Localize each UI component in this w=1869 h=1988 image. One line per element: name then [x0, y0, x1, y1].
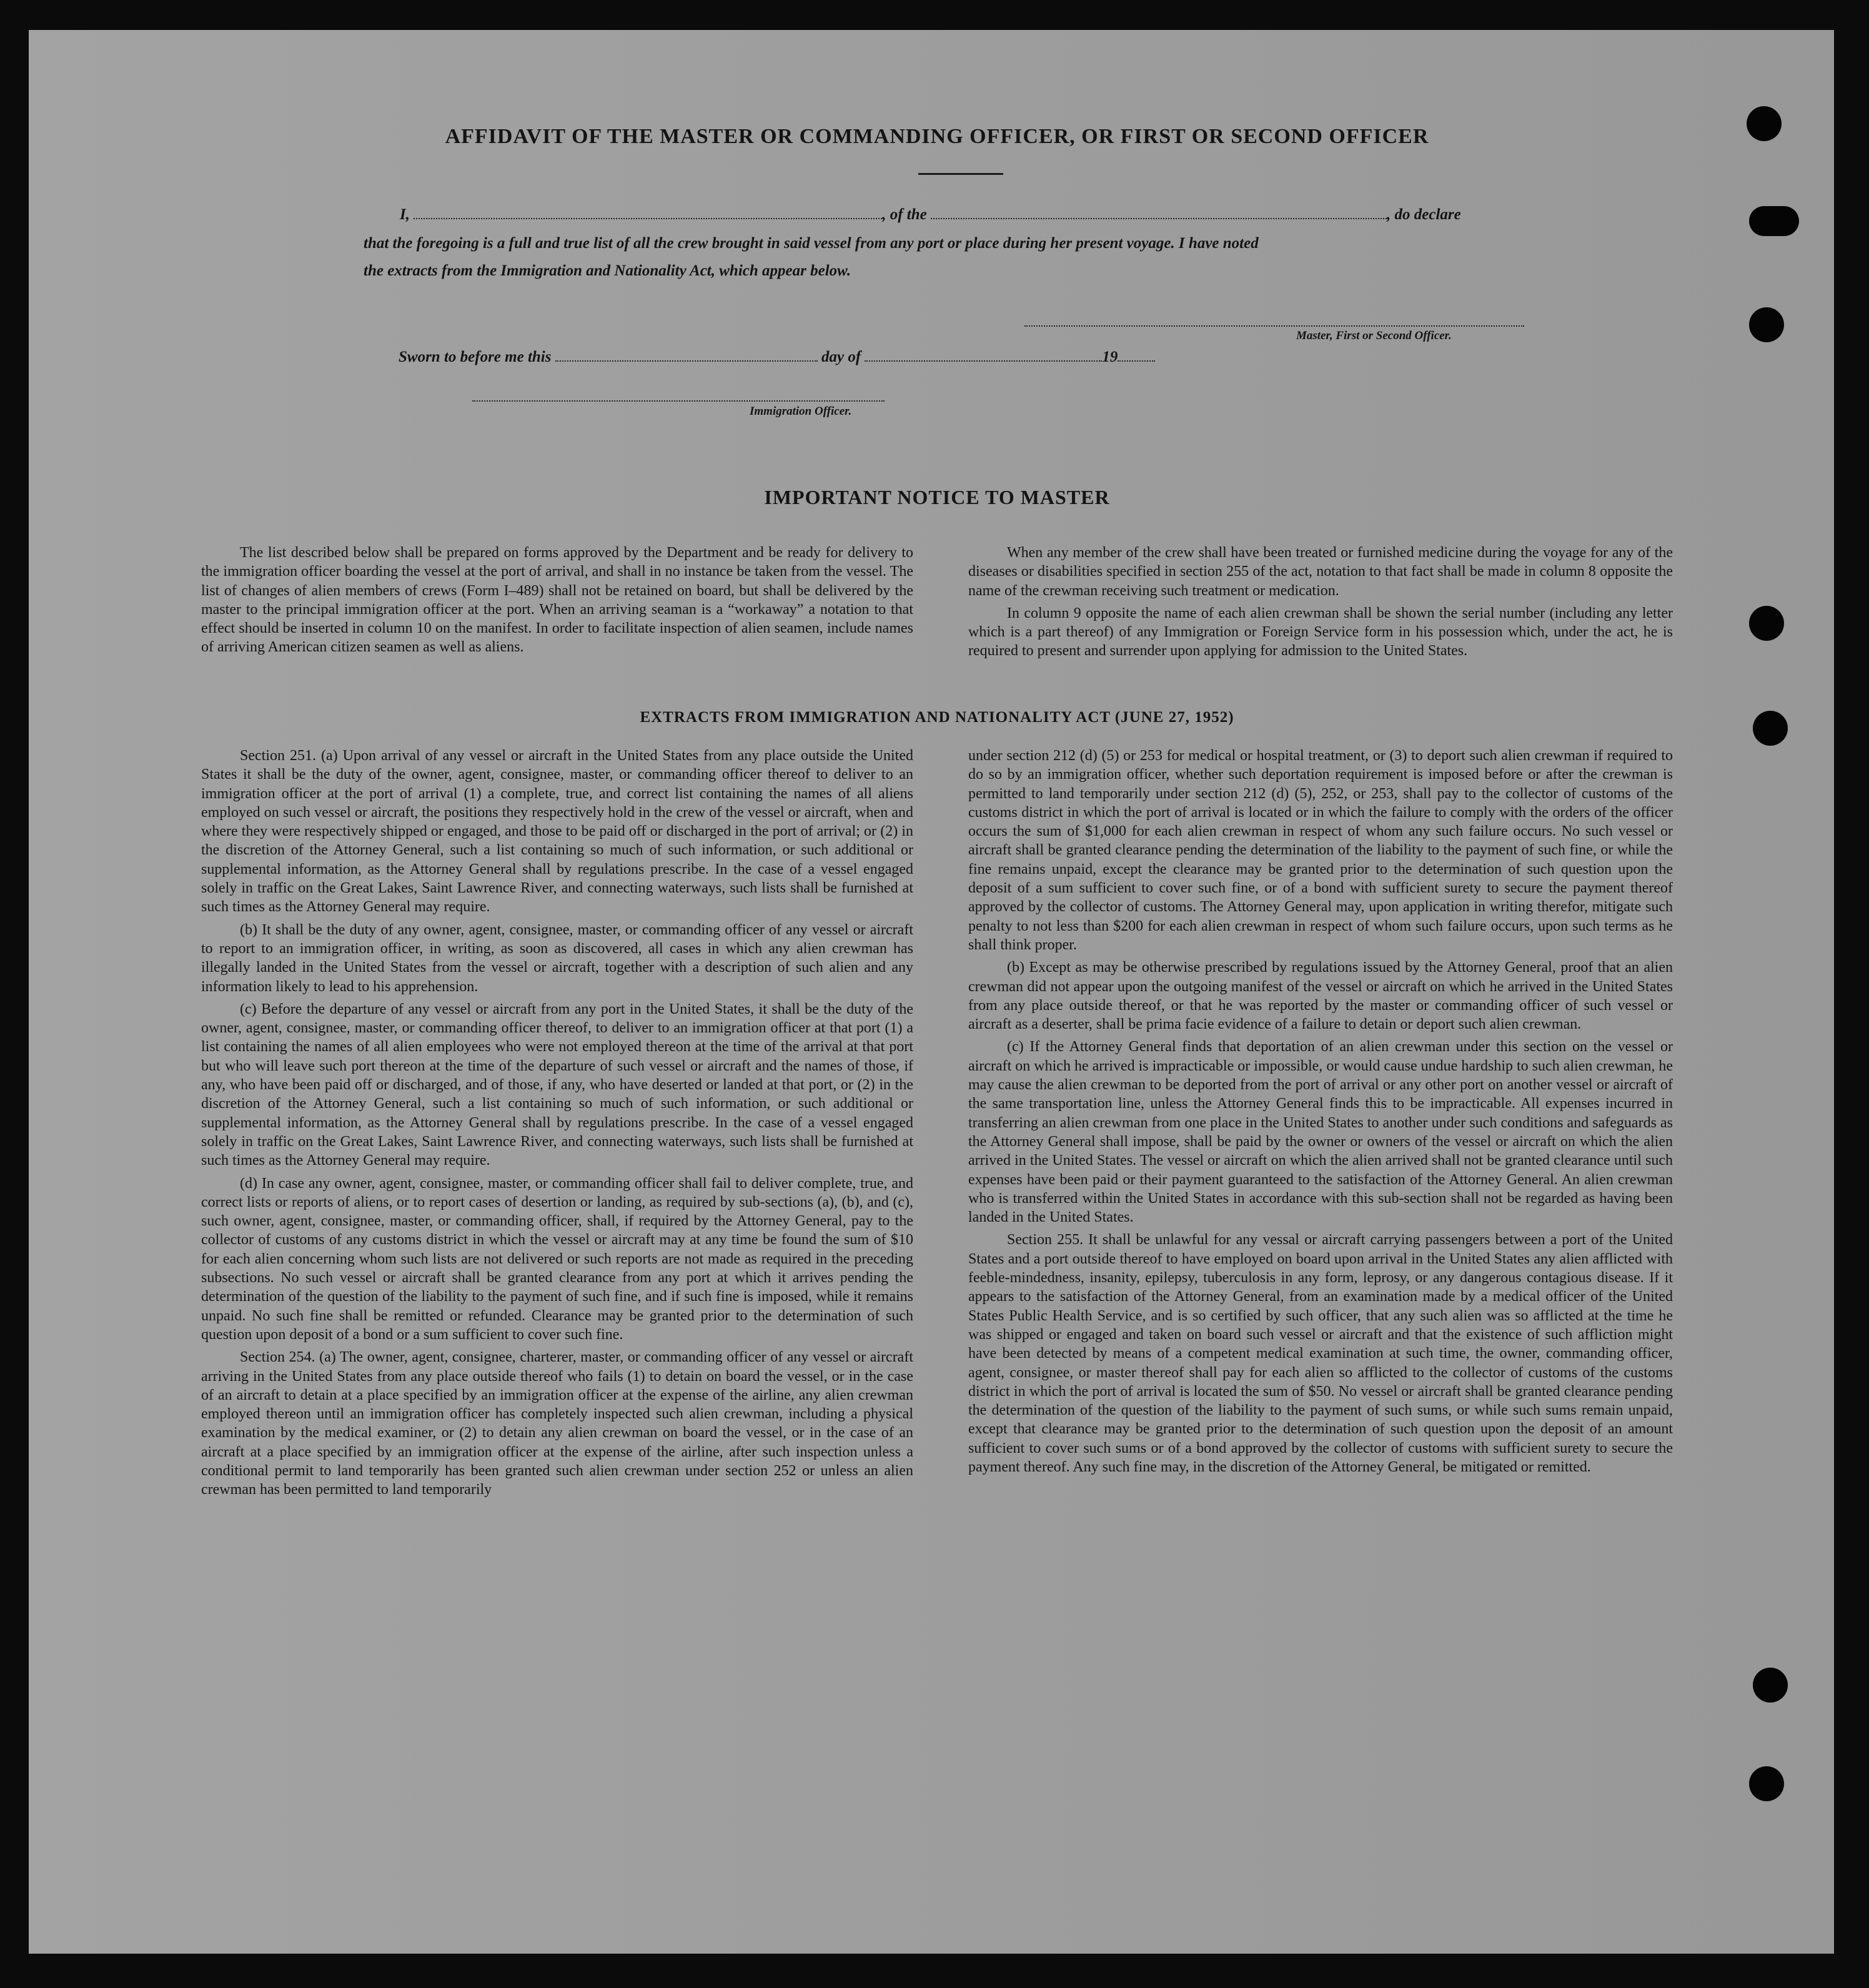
affidavit-title: AFFIDAVIT OF THE MASTER OR COMMANDING OFFICER, OR FIRST OR SECOND OFFICER	[445, 125, 1429, 148]
notice-title: IMPORTANT NOTICE TO MASTER	[764, 486, 1110, 508]
extract-section-254a: Section 254. (a) The owner, agent, consignee, charterer, master, or commanding officer of any vessel or aircraft arriving in the United States from any place outside thereof who fails (1) to detain on board the vessel, or in the case of an aircraft to detain at a place specified by an immigration officer at the expense of the airline, any alien crewman employed thereon until an immigration officer has completely inspected such alien crewman, including a physical examination by the medical examiner, or (2) to detain any alien crewman on board the vessel, or in the case of an aircraft at a place specified by an immigration officer at the expense of the airline, after such inspection unless a conditional permit to land temporarily has been granted such alien crewman under section 252 or unless an alien crewman has been permitted to land temporarily	[201, 1349, 913, 1498]
extract-section-251d: (d) In case any owner, agent, consignee, master, or commanding officer shall fail to deliver complete, true, and correct lists or reports of aliens, or to report cases of desertion or landing, as required by sub-sections (a), (b), and (c), such owner, agent, consignee, master, or commanding officer, shall, if required by the Attorney General, pay to the collector of customs of any customs district in which the vessel or aircraft may at any time be found the sum of $10 for each alien concerning whom such lists are not delivered or such reports are not made as required in the preceding subsections. No such vessel or aircraft shall be granted clearance from any port at which it arrives pending the determination of the question of the liability to the payment of such fine, and if such fine is imposed, while it remains unpaid. No such fine shall be remitted or refunded. Clearance may be granted prior to the determination of such question upon deposit of a bond or a sum sufficient to cover such fine.	[201, 1175, 913, 1343]
i-label: I,	[400, 206, 410, 223]
extract-section-254b: (b) Except as may be otherwise prescribed by regulations issued by the Attorney General, proof that an alien crewman did not appear upon the outgoing manifest of the vessel or aircraft on which he arrived in the United States from any place outside thereof, or that he was reported by the master or commanding officer of such vessel or aircraft as a deserter, shall be prima facie evidence of a failure to detain or deport such alien crewman.	[968, 959, 1673, 1033]
officer-signature-field[interactable]	[1024, 325, 1524, 327]
declaration-line	[400, 206, 1461, 224]
notice-right-paragraph-1: When any member of the crew shall have been treated or furnished medicine during the voyage for any of the diseases or disabilities specified in section 255 of the act, notation to that fact shall be made in column 8 opposite the name of the crewman receiving such treatment or medication.	[968, 545, 1673, 599]
of-the-label: , of the	[882, 206, 927, 223]
binder-hole	[1749, 206, 1799, 236]
do-declare-label: , do declare	[1387, 206, 1461, 223]
sworn-year-field[interactable]	[1118, 349, 1155, 362]
sworn-line	[399, 349, 1155, 366]
extract-section-254c: (c) If the Attorney General finds that deportation of an alien crewman under this section on the vessel or aircraft on which he arrived is impracticable or impossible, or would cause undue hardship to such alien crewman, he may cause the alien crewman to be deported from the port of arrival or any other port on another vessel or aircraft of the same transportation line, unless the Attorney General finds this to be impracticable. All expenses incurred in transferring an alien crewman from one place in the United States to another under such conditions and safeguards as the Attorney General shall impose, shall be paid by the owner or owners of the vessel or aircraft on which the alien arrived in the United States. The vessel or aircraft on which the alien arrived shall not be granted clearance until such expenses have been paid or their payment guaranteed to the satisfaction of the Attorney General. An alien crewman who is transferred within the United States in accordance with this sub-section shall not be regarded as having been landed in the United States.	[968, 1039, 1673, 1226]
officer-signature-label: Master, First or Second Officer.	[1296, 329, 1452, 342]
vessel-field[interactable]	[931, 207, 1387, 219]
sworn-month-field[interactable]	[865, 349, 1102, 362]
extract-section-251b: (b) It shall be the duty of any owner, agent, consignee, master, or commanding officer of any vessel or aircraft to report to an immigration officer, in writing, as soon as discovered, all cases in which any alien crewman has illegally landed in the United States from the vessel or aircraft, together with a description of such alien and any information likely to lead to his apprehension.	[201, 921, 913, 995]
notice-right-paragraph-2: In column 9 opposite the name of each alien crewman shall be shown the serial number (including any letter which is a part thereof) of any Immigration or Foreign Service form in his possession which, under the act, he is required to present and surrender upon applying for admission to the United States.	[968, 605, 1673, 660]
extract-section-255: Section 255. It shall be unlawful for any vessal or aircraft carrying passengers between a port of the United States and a port outside thereof to have employed on board upon arrival in the United States any alien afflicted with feeble-mindedness, insanity, epilepsy, tuberculosis in any form, leprosy, or any dangerous contagious disease. If it appears to the satisfaction of the Attorney General, from an examination made by a medical officer of the United States Public Health Service, and is so certified by such officer, that any such alien was so afflicted at the time he was shipped or engaged and taken on board such vessel or aircraft and that the existence of such affliction might have been detected by means of a competent medical examination at such time, the owner, commanding officer, agent, consignee, or master thereof shall pay for each alien so afflicted to the collector of customs of the customs district in which the port of arrival is located the sum of $50. No vessel or aircraft shall be granted clearance pending the determination of the question of the liability to the payment of such sums, or while such sums remain unpaid, except that clearance may be granted prior to the determination of such question upon the deposit of an amount sufficient to cover such sums or of a bond approved by the collector of customs with sufficient surety to secure the payment thereof. Any such fine may, in the discretion of the Attorney General, be mitigated or remitted.	[968, 1232, 1673, 1475]
extract-section-251a: Section 251. (a) Upon arrival of any vessel or aircraft in the United States from any place outside the United States it shall be the duty of the owner, agent, consignee, master, or commanding officer thereof to deliver to an immigration officer at the port of arrival (1) a complete, true, and correct list containing the names of all aliens employed on such vessel or aircraft, the positions they respectively hold in the crew of the vessel or aircraft, when and where they were respectively shipped or engaged, and those to be paid off or discharged in the port of arrival; or (2) in the discretion of the Attorney General, such a list containing so much of such information, or such additional or supplemental information, as the Attorney General shall by regulations prescribe. In the case of a vessel engaged solely in traffic on the Great Lakes, Saint Lawrence River, and connecting waterways, such lists shall be furnished at such times as the Attorney General may require.	[201, 748, 913, 916]
binder-hole	[1749, 1766, 1784, 1801]
sworn-label: Sworn to before me this	[399, 349, 552, 365]
extracts-left-column	[201, 746, 913, 1503]
notice-left-column	[201, 543, 913, 661]
immigration-officer-label: Immigration Officer.	[750, 405, 852, 418]
extracts-title: EXTRACTS FROM IMMIGRATION AND NATIONALITY ACT (JUNE 27, 1952)	[640, 709, 1234, 726]
notice-right-column	[968, 543, 1673, 665]
binder-hole	[1749, 606, 1784, 641]
immigration-officer-field[interactable]	[472, 400, 885, 402]
extract-section-251c: (c) Before the departure of any vessel or aircraft from any port in the United States, it shall be the duty of the owner, agent, consignee, master, or commanding officer thereof, to deliver to an immigration officer at that port (1) a list containing the names of all alien employees who were not employed thereon at the time of the arrival at that port but who will leave such port thereon at the time of the departure of such vessel or aircraft and the names of those, if any, who have been paid off or discharged, and of those, if any, who have deserted or landed at that port, or (2) in the discretion of the Attorney General, such a list containing so much of such information, or such additional or supplemental information, as the Attorney General shall by regulations prescribe. In the case of a vessel engaged solely in traffic on the Great Lakes, Saint Lawrence River, and connecting waterways, such lists shall be furnished at such times as the Attorney General may require.	[201, 1001, 913, 1169]
extract-section-254a-continued: under section 212 (d) (5) or 253 for medical or hospital treatment, or (3) to deport such alien crewman if required to do so by an immigration officer, whether such deportation requirement is imposed before or after the crewman is permitted to land temporarily under section 212 (d) (5), 252, or 253, shall pay to the collector of customs of the customs district in which the port of arrival is located or in which the failure to comply with the orders of the officer occurs the sum of $1,000 for each alien crewman in respect of whom any such failure occurs. No such vessel or aircraft shall be granted clearance pending the determination of the liability to the payment of such fine, or while the fine remains unpaid, except the clearance may be granted prior to the determination of such question upon the deposit of a sum sufficient to cover such fine, or of a bond with sufficient surety to secure the payment thereof approved by the collector of customs. The Attorney General may, upon application in writing therefor, mitigate such penalty to not less than $200 for each alien crewman in respect of whom such failure occurs, upon such terms as he shall think proper.	[968, 748, 1673, 953]
title-divider	[918, 173, 1003, 175]
binder-hole	[1749, 307, 1784, 342]
statement-line-2: the extracts from the Immigration and Nationality Act, which appear below.	[364, 262, 851, 279]
year-label: 19	[1102, 349, 1118, 365]
binder-hole	[1753, 1668, 1788, 1703]
sworn-day-field[interactable]	[555, 349, 818, 362]
day-of-label: day of	[821, 349, 861, 365]
extracts-right-column	[968, 746, 1673, 1480]
name-field[interactable]	[414, 207, 882, 219]
notice-left-paragraph: The list described below shall be prepared on forms approved by the Department and be ready for delivery to the immigration officer boarding the vessel at the port of arrival, and shall in no instance be taken from the vessel. The list of changes of alien members of crews (Form I–489) shall not be retained on board, but shall be delivered by the master to the principal immigration officer at the port. When an arriving seaman is a “workaway” a notation to that effect should be inserted in column 10 on the manifest. In order to facilitate inspection of alien seamen, include names of arriving American citizen seamen as well as aliens.	[201, 545, 913, 656]
statement-line-1: that the foregoing is a full and true list of all the crew brought in said vessel from any port or place during her present voyage. I have noted	[364, 235, 1259, 252]
